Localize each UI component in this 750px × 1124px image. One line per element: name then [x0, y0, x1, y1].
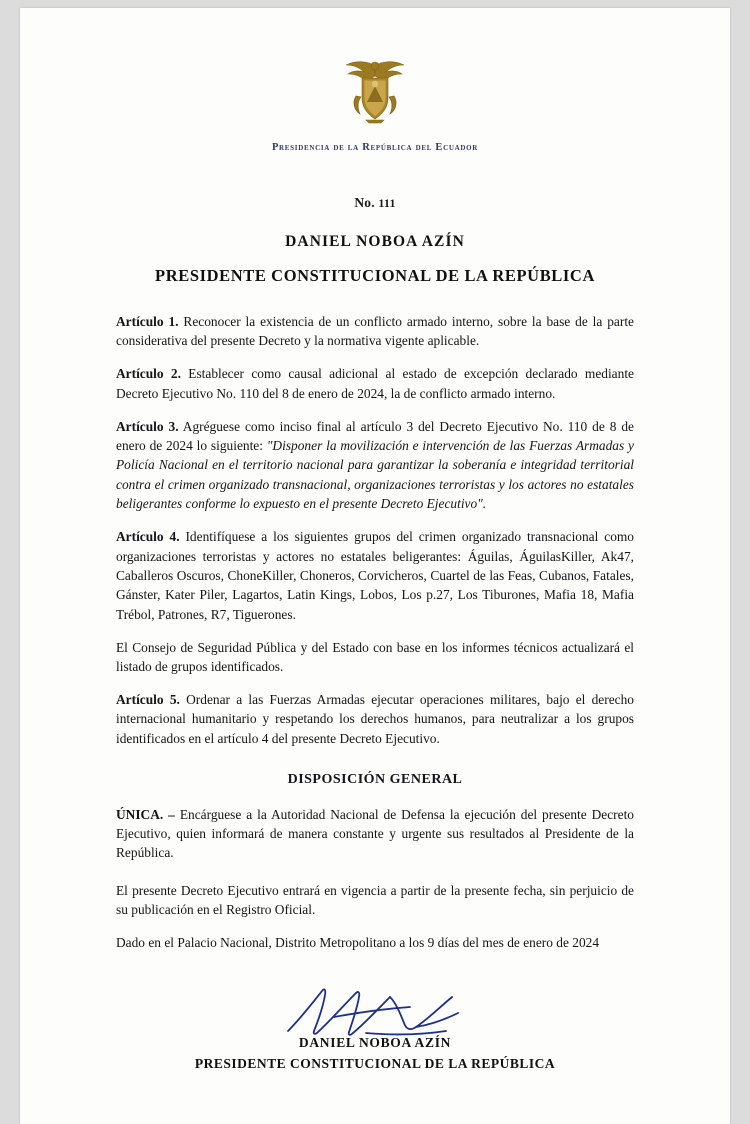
article-5-paragraph: [116, 690, 634, 748]
document-body: [116, 312, 634, 1124]
article-1-paragraph: [116, 312, 634, 351]
signature-role: PRESIDENTE CONSTITUCIONAL DE LA REPÚBLICA: [194, 1056, 556, 1072]
president-title: PRESIDENTE CONSTITUCIONAL DE LA REPÚBLICA: [155, 266, 595, 285]
general-provision-text: Encárguese a la Autoridad Nacional de Defensa la ejecución del presente Decreto Ejecutivo, quien informará de manera constante y urgente sus resultados al Presidente de la República.: [116, 806, 634, 861]
validity-paragraph: El presente Decreto Ejecutivo entrará en vigencia a partir de la presente fecha, sin perjuicio de su publicación en el Registro Oficial.: [116, 882, 634, 918]
security-council-paragraph: El Consejo de Seguridad Pública y del Estado con base en los informes técnicos actualizará el listado de grupos identificados.: [116, 639, 634, 675]
article-3-label: Artículo 3.: [116, 418, 179, 434]
article-4-paragraph: [116, 527, 634, 624]
article-5-text: Ordenar a las Fuerzas Armadas ejecutar operaciones militares, bajo el derecho internacional humanitario y respetando los derechos humanos, para neutralizar a los grupos identificados en el artículo 4 del presente Decreto Ejecutivo.: [116, 691, 634, 746]
general-provision-paragraph: [116, 805, 634, 863]
article-2-paragraph: [116, 364, 634, 403]
place-date-paragraph: Dado en el Palacio Nacional, Distrito Metropolitano a los 9 días del mes de enero de 2024: [116, 935, 600, 951]
decree-number-label: No.: [354, 195, 375, 210]
article-3-quote: "Disponer la movilización e intervención de las Fuerzas Armadas y Policía Nacional en el territorio nacional para garantizar la soberanía e integridad territorial contra el crimen organizado transnacional, organizaciones terroristas y los actores no estatales beligerantes conforme lo expuesto en el presente Decreto Ejecutivo".: [116, 437, 634, 512]
article-3-text: Agréguese como inciso final al artículo 3 del Decreto Ejecutivo No. 110 de 8 de enero de 2024 lo siguiente:: [116, 418, 634, 453]
signature-name: DANIEL NOBOA AZÍN: [298, 1034, 452, 1050]
page-bottom-spacer: [116, 1074, 634, 1124]
article-4-label: Artículo 4.: [116, 529, 180, 545]
article-1-text: Reconocer la existencia de un conflicto armado interno, sobre la base de la parte considerativa del presente Decreto y la normativa vigente aplicable.: [116, 314, 634, 349]
article-3-paragraph: [116, 417, 634, 514]
article-2-text: Establecer como causal adicional al estado de excepción declarado mediante Decreto Ejecutivo No. 110 del 8 de enero de 2024, la de conflicto armado interno.: [116, 366, 634, 401]
letterhead: [20, 48, 730, 153]
article-2-label: Artículo 2.: [116, 366, 181, 382]
signature-block: [116, 983, 634, 1074]
article-4-text: Identifíquese a los siguientes grupos del crimen organizado transnacional como organizaciones terroristas y actores no estatales beligerantes: Águilas, ÁguilasKiller, Ak47, Caballeros Oscuros, ChoneKiller, Choneros, Corvicheros, Cuartel de las Feas, Cubanos, Fatales, Gánster, Kater Piler, Lagartos, Latin Kings, Lobos, Los p.27, Los Tiburones, Mafia 18, Mafia Trébol, Patrones, R7, Tiguerones.: [116, 529, 635, 622]
article-5-label: Artículo 5.: [116, 691, 180, 707]
decree-number: [20, 195, 730, 211]
general-provision-heading: DISPOSICIÓN GENERAL: [287, 772, 463, 788]
general-provision-label: ÚNICA. –: [116, 806, 175, 822]
ecuador-coat-of-arms-icon: [338, 58, 412, 124]
institution-name: Presidencia de la República del Ecuador: [271, 142, 479, 153]
president-name: DANIEL NOBOA AZÍN: [285, 233, 465, 250]
decree-document-page: [20, 8, 730, 1124]
article-1-label: Artículo 1.: [116, 314, 179, 329]
decree-number-value: 111: [378, 196, 396, 210]
